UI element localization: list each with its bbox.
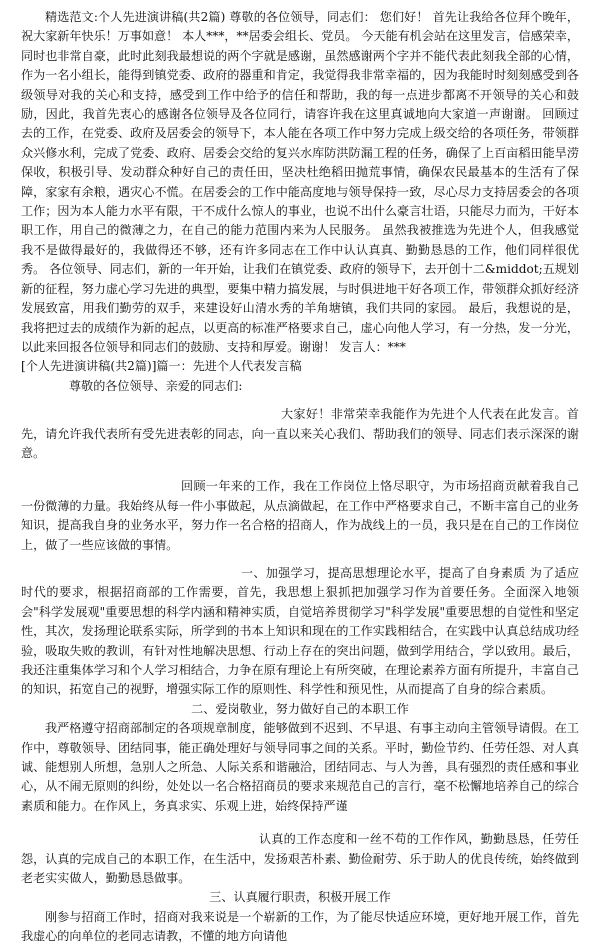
duty-paragraph: 刚参与招商工作时，招商对我来说是一个崭新的工作，为了能尽快适应环境，更好地开展工作，首先我虚心的向单位的老同志请教，不懂的地方向请他: [21, 909, 579, 944]
intro-paragraph: 精选范文:个人先进演讲稿(共2篇) 尊敬的各位领导，同志们： 您们好！ 首先让我给各位拜个晚年，祝大家新年快乐！万事如意！ 本人***，**居委会组长、党员。 今天能有机会站在这里发言，信感荣幸，同时也非常自豪，此时此刻我最想说的两个字就是感谢，虽然感谢两个字并不能代表此刻我全部的心情，作为一名小组长，能得到镇党委、政府的器重和肯定，我觉得我非常幸福的，因为我能时时刻刻感受到各级领导对我的关心和支持，感受到工作中给予的信任和帮助，我的每一点进步都离不开领导的关心和鼓励，因此，我首先衷心的感谢各位领导及各位同行，请容许我在这里真诚地向大家道一声谢谢。 回顾过去的工作，在党委、政府及居委会的领导下，本人能在各项工作中努力完成上级交给的各项任务，带领群众兴修水利，完成了党委、政府、居委会交给的复兴水库防洪防漏工程的任务，确保了上百亩稻田能旱涝保收，积极引导、发动群众种好自己的责任田，坚决杜绝稻田抛荒事情，确保农民最基本的生活有了保障，家家有余粮，遇灾心不慌。在居委会的工作中能高度地与领导保持一致，尽心尽力支持居委会的各项工作；因为本人能力水平有限，干不成什么惊人的事业，也说不出什么豪言壮语，只能尽力而为，干好本职工作，用自己的微薄之力，在自己的能力范围内来为人民服务。 虽然我被推选为先进个人，但我感觉我不是做得最好的，我做得还不够，还有许多同志在工作中认认真真、勤勤恳恳的工作，他们同样很优秀。 各位领导、同志们，新的一年开始，让我们在镇党委、政府的领导下，去开创十二&middot;五规划新的征程，努力虚心学习先进的典型，要集中精力搞发展，与时俱进地干好各项工作，带领群众抓好经济发展致富，用我们勤劳的双手，来建设好山清水秀的羊角塘镇，我们共同的家园。 最后，我想说的是，我将把过去的成绩作为新的起点，以更高的标准严格要求自己，虚心向他人学习，有一分热，发一分光，以此来回报各位领导和同志们的鼓励、支持和厚爱。谢谢！ 发言人：***: [21, 10, 579, 354]
review-paragraph: 回顾一年来的工作，我在工作岗位上恪尽职守，为市场招商贡献着我自己一份微薄的力量。我始终从每一件小事做起，从点滴做起，在工作中严格要求自己，不断丰富自己的业务知识，提高我自身的业务水平，努力作一名合格的招商人，作为战线上的一员，我只是在自己的工作岗位上，做了一些应该做的事情。: [21, 479, 579, 552]
study-paragraph: 一、加强学习，提高思想理论水平，提高了自身素质 为了适应时代的要求，根据招商部的工作需要，首先，我思想上狠抓把加强学习作为首要任务。全面深入地领会"科学发展观"重要思想的科学内涵和精神实质，自觉培养贯彻学习"科学发展"重要思想的自觉性和坚定性，其次，发扬理论联系实际，所学到的书本上知识和现在的工作实践相结合，在实践中认真总结成功经验，吸取失败的教训，有针对性地解决思想、行动上存在的突出问题，做到学用结合，学以致用。最后，我还注重集体学习和个人学习相结合，力争在原有理论上有所突破，在理论素养方面有所提升，丰富自己的知识，拓宽自己的视野，增强实际工作的原则性、科学性和预见性，从而提高了自身的综合素质。: [21, 565, 579, 697]
heading-work: 二、爱岗敬业，努力做好自己的本职工作: [191, 701, 409, 716]
work-paragraph: 我严格遵守招商部制定的各项规章制度，能够做到不迟到、不早退、有事主动向主管领导请假。在工作中，尊敬领导、团结同事，能正确处理好与领导同事之间的关系。平时，勤俭节约、任劳任怨、对人真诚、能想别人所想，急别人之所急、人际关系和谐融洽，团结同志、与人为善，具有强烈的责任感和事业心，从不闹无原则的纠纷，处处以一名合格招商员的要求来规范自己的言行，毫不松懈地培养自己的综合素质和能力。在作风上，务真求实、乐观上进，始终保持严谨: [21, 721, 579, 813]
section-title: [个人先进演讲稿(共2篇)]篇一：先进个人代表发言稿: [21, 359, 302, 374]
thanks-paragraph: 大家好！非常荣幸我能作为先进个人代表在此发言。首先，请允许我代表所有受先进表彰的同志，向一直以来关心我们、帮助我们的领导、同志们表示深深的谢意。: [21, 407, 579, 460]
salutation: 尊敬的各位领导、亲爱的同志们:: [69, 378, 243, 393]
attitude-paragraph: 认真的工作态度和一丝不苟的工作作风，勤勤恳恳，任劳任怨，认真的完成自己的本职工作，在生活中，发扬艰苦朴素、勤俭耐劳、乐于助人的优良传统，始终做到老老实实做人，勤勤恳恳做事。: [21, 832, 579, 886]
heading-duty: 三、认真履行职责，积极开展工作: [209, 890, 391, 905]
